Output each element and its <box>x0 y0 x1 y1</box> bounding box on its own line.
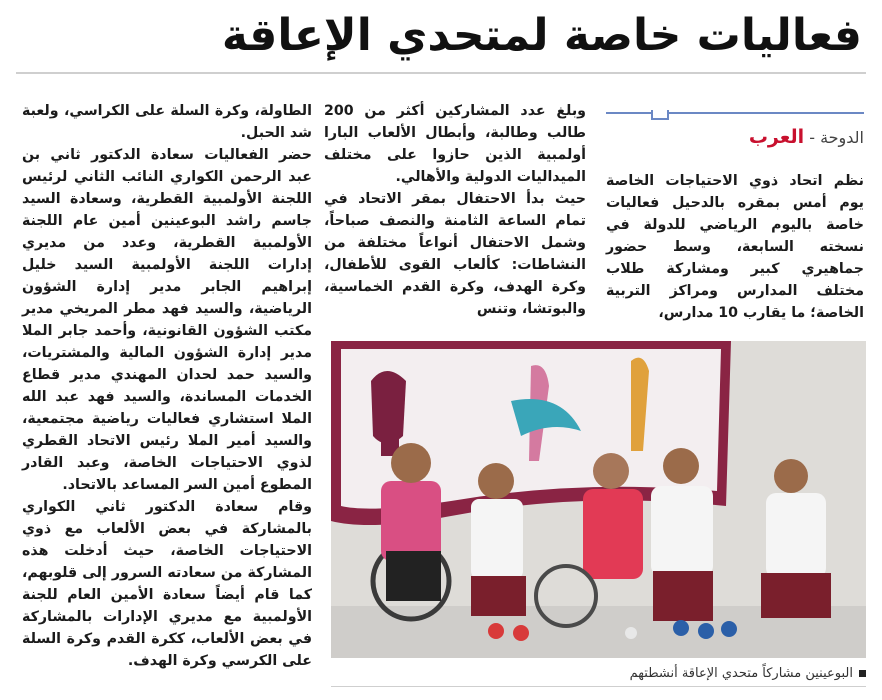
article-column-right <box>606 170 864 324</box>
photo-illustration <box>331 341 866 658</box>
caption-bullet-icon <box>859 670 866 677</box>
article-column-middle <box>324 100 586 320</box>
paragraph: حضر الفعاليات سعادة الدكتور ثاني بن عبد الرحمن الكواري النائب الثاني لرئيس اللجنة الأولمبية القطرية، وسعادة السيد جاسم راشد البوعينين أمين عام اللجنة الأولمبية القطرية، وعدد من مديري إدارات اللجنة الأولمبية السيد خليل إبراهيم الجابر مدير إدارة الشؤون الرياضية، والسيد فهد مطر المريخي مدير مكتب الشؤون القانونية، وأحمد جابر الملا مدير إدارة الشؤون المالية والمشتريات، والسيد حمد لحدان المهندي مدير قطاع الخدمات المساندة، والسيد فهد عبد الله الملا استشاري فعاليات رياضية مجتمعية، والسيد أمير الملا رئيس الاتحاد القطري لذوي الاحتياجات الخاصة، وعبد القادر المطوع أمين السر المساعد بالاتحاد. <box>22 147 312 493</box>
article-column-left <box>22 100 312 672</box>
headline-divider <box>16 72 866 74</box>
byline-city: الدوحة - <box>804 128 864 147</box>
article-headline: فعاليات خاصة لمتحدي الإعاقة <box>221 10 862 61</box>
byline-notch <box>651 110 669 120</box>
paragraph: وقام سعادة الدكتور ثاني الكواري بالمشاركة في بعض الألعاب مع ذوي الاحتياجات الخاصة، حيث أدخلت هذه المشاركة من سعادته السرور إلى قلوبهم، كما قام أيضاً سعادة الأمين العام للجنة الأولمبية مع مديري الإدارات بالمشاركة في بعض الألعاب، ككرة القدم وكرة السلة على الكرسي وكرة الهدف. <box>22 499 312 669</box>
byline-text <box>749 126 864 148</box>
newspaper-logo: العرب <box>748 126 805 148</box>
paragraph: الطاولة، وكرة السلة على الكراسي، ولعبة شد الحبل. <box>22 103 312 141</box>
byline-rule <box>606 112 864 114</box>
caption-divider <box>331 686 866 687</box>
paragraph: نظم اتحاد ذوي الاحتياجات الخاصة يوم أمس بمقره بالدحيل فعاليات خاصة باليوم الرياضي للدولة في نسخته السابعة، وسط حضور جماهيري كبير ومشاركة طلاب مختلف المدارس ومراكز التربية الخاصة؛ ما يقارب 10 مدارس، <box>606 173 864 321</box>
paragraph: حيث بدأ الاحتفال بمقر الاتحاد في تمام الساعة الثامنة والنصف صباحاً، وشمل الاحتفال أنواعاً مختلفة من النشاطات: كألعاب القوى للأطفال، وكرة الهدف، وكرة القدم الخماسية، والبوتشا، وتنس <box>324 191 586 317</box>
article-photo <box>331 341 866 658</box>
byline <box>606 108 864 160</box>
photo-caption <box>330 662 866 686</box>
paragraph: وبلغ عدد المشاركين أكثر من 200 طالب وطالبة، وأبطال الألعاب البارا أولمبية الذين حازوا على مختلف الميداليات الدولية والأهالي. <box>324 103 586 185</box>
caption-text: البوعينين مشاركاً متحدي الإعاقة أنشطتهم <box>629 666 853 681</box>
